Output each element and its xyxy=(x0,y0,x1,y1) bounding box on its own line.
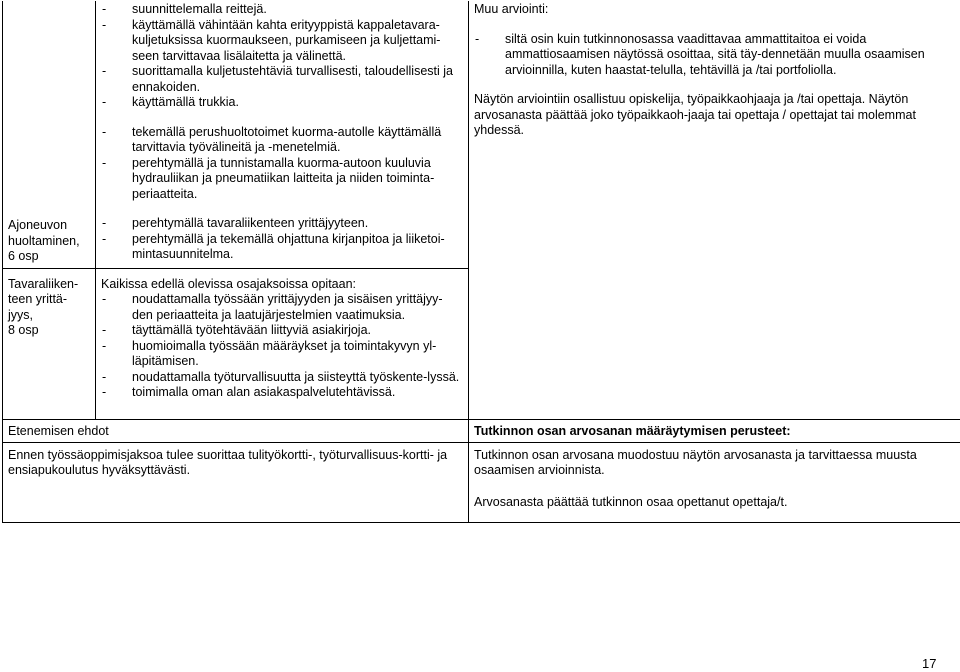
list-items-b xyxy=(101,125,463,203)
list-item: - siltä osin kuin tutkinnonosassa vaadittavaa ammattitaitoa ei voida ammattiosaamisen näytössä osoittaa, sitä täy-dennetään muulla osaamisen arvioinnilla, kuten haastat-telulla, tehtävillä ja /tai portfoliolla. xyxy=(474,32,955,79)
enterprise-intro: Kaikissa edellä olevissa osajaksoissa opitaan: xyxy=(101,276,357,291)
label-line: 8 osp xyxy=(8,323,39,337)
vehicle-maintenance-label xyxy=(3,1,96,268)
label-line: huoltaminen, xyxy=(8,233,80,248)
label-line: Tavaraliiken- xyxy=(8,276,79,291)
grading-text-cell xyxy=(469,442,960,522)
label-line: teen yrittä- xyxy=(8,292,68,306)
list-item: - perehtymällä tavaraliikenteen yrittäjyyteen. xyxy=(101,216,463,232)
progress-title: Etenemisen ehdot xyxy=(8,423,109,438)
assessment-title: Muu arviointi: xyxy=(474,2,549,16)
list-item: - noudattamalla työturvallisuutta ja siisteyttä työskente-lyssä. xyxy=(101,370,463,386)
list-items-a xyxy=(101,2,463,111)
list-item: - perehtymällä ja tekemällä ohjattuna kirjanpitoa ja liiketoi-mintasuunnitelma. xyxy=(101,232,463,263)
row-conditions xyxy=(3,442,960,522)
label-line: jyys, xyxy=(8,307,33,322)
list-item: - perehtymällä ja tunnistamalla kuorma-autoon kuuluvia hydrauliikan ja pneumatiikan laitteita ja niiden toiminta-periaatteita. xyxy=(101,156,463,203)
list-item: - suorittamalla kuljetustehtäviä turvallisesti, taloudellisesti ja ennakoiden. xyxy=(101,64,463,95)
list-items-c xyxy=(101,216,463,263)
progress-title-cell xyxy=(3,419,469,442)
row-vehicle-maintenance xyxy=(3,1,960,268)
list-item: - noudattamalla työssään yrittäjyyden ja sisäisen yrittäjyy-den periaatteita ja laatujärjestelmien vaatimuksia. xyxy=(101,292,463,323)
grading-text-2: Arvosanasta päättää tutkinnon osaa opettanut opettaja/t. xyxy=(474,494,788,509)
row-headings xyxy=(3,419,960,442)
enterprise-label xyxy=(3,268,96,419)
assessment-paragraph: Näytön arviointiin osallistuu opiskelija, työpaikkaohjaaja ja /tai opettaja. Näytön arvosanasta päättää joko työpaikkaoh-jaaja tai opettaja / opettajat tai molemmat yhdessä. xyxy=(474,92,916,137)
list-item: - suunnittelemalla reittejä. xyxy=(101,2,463,18)
label-line: 6 osp xyxy=(8,249,39,263)
list-item: - täyttämällä työtehtävään liittyviä asiakirjoja. xyxy=(101,323,463,339)
label-line: Ajoneuvon xyxy=(8,218,68,232)
page-number: 17 xyxy=(922,656,937,671)
curriculum-table xyxy=(2,1,960,523)
assessment-list xyxy=(474,32,955,79)
grading-title-cell xyxy=(469,419,960,442)
progress-text: Ennen työssäoppimisjaksoa tulee suorittaa tulityökortti-, työturvallisuus-kortti- ja ensiapukoulutus hyväksyttävästi. xyxy=(8,447,448,477)
assessment-cell xyxy=(469,1,960,419)
progress-text-cell xyxy=(3,442,469,522)
enterprise-list xyxy=(101,292,463,401)
list-item: - huomioimalla työssään määräykset ja toimintakyvyn yl-läpitämisen. xyxy=(101,339,463,370)
grading-text-1: Tutkinnon osan arvosana muodostuu näytön arvosanasta ja tarvittaessa muusta osaamisen arvioinnista. xyxy=(474,447,917,477)
grading-title: Tutkinnon osan arvosanan määräytymisen perusteet: xyxy=(474,423,791,438)
vehicle-maintenance-content xyxy=(96,1,469,268)
list-item: - toimimalla oman alan asiakaspalvelutehtävissä. xyxy=(101,385,463,401)
enterprise-content xyxy=(96,268,469,419)
list-item: - käyttämällä trukkia. xyxy=(101,95,463,111)
list-item: - käyttämällä vähintään kahta erityyppistä kappaletavara-kuljetuksissa kuormaukseen, purkamiseen ja kuljettami-seen tarvittavaa lisälaitetta ja välinettä. xyxy=(101,18,463,65)
list-item: - tekemällä perushuoltotoimet kuorma-autolle käyttämällä tarvittavia työvälineitä ja -menetelmiä. xyxy=(101,125,463,156)
